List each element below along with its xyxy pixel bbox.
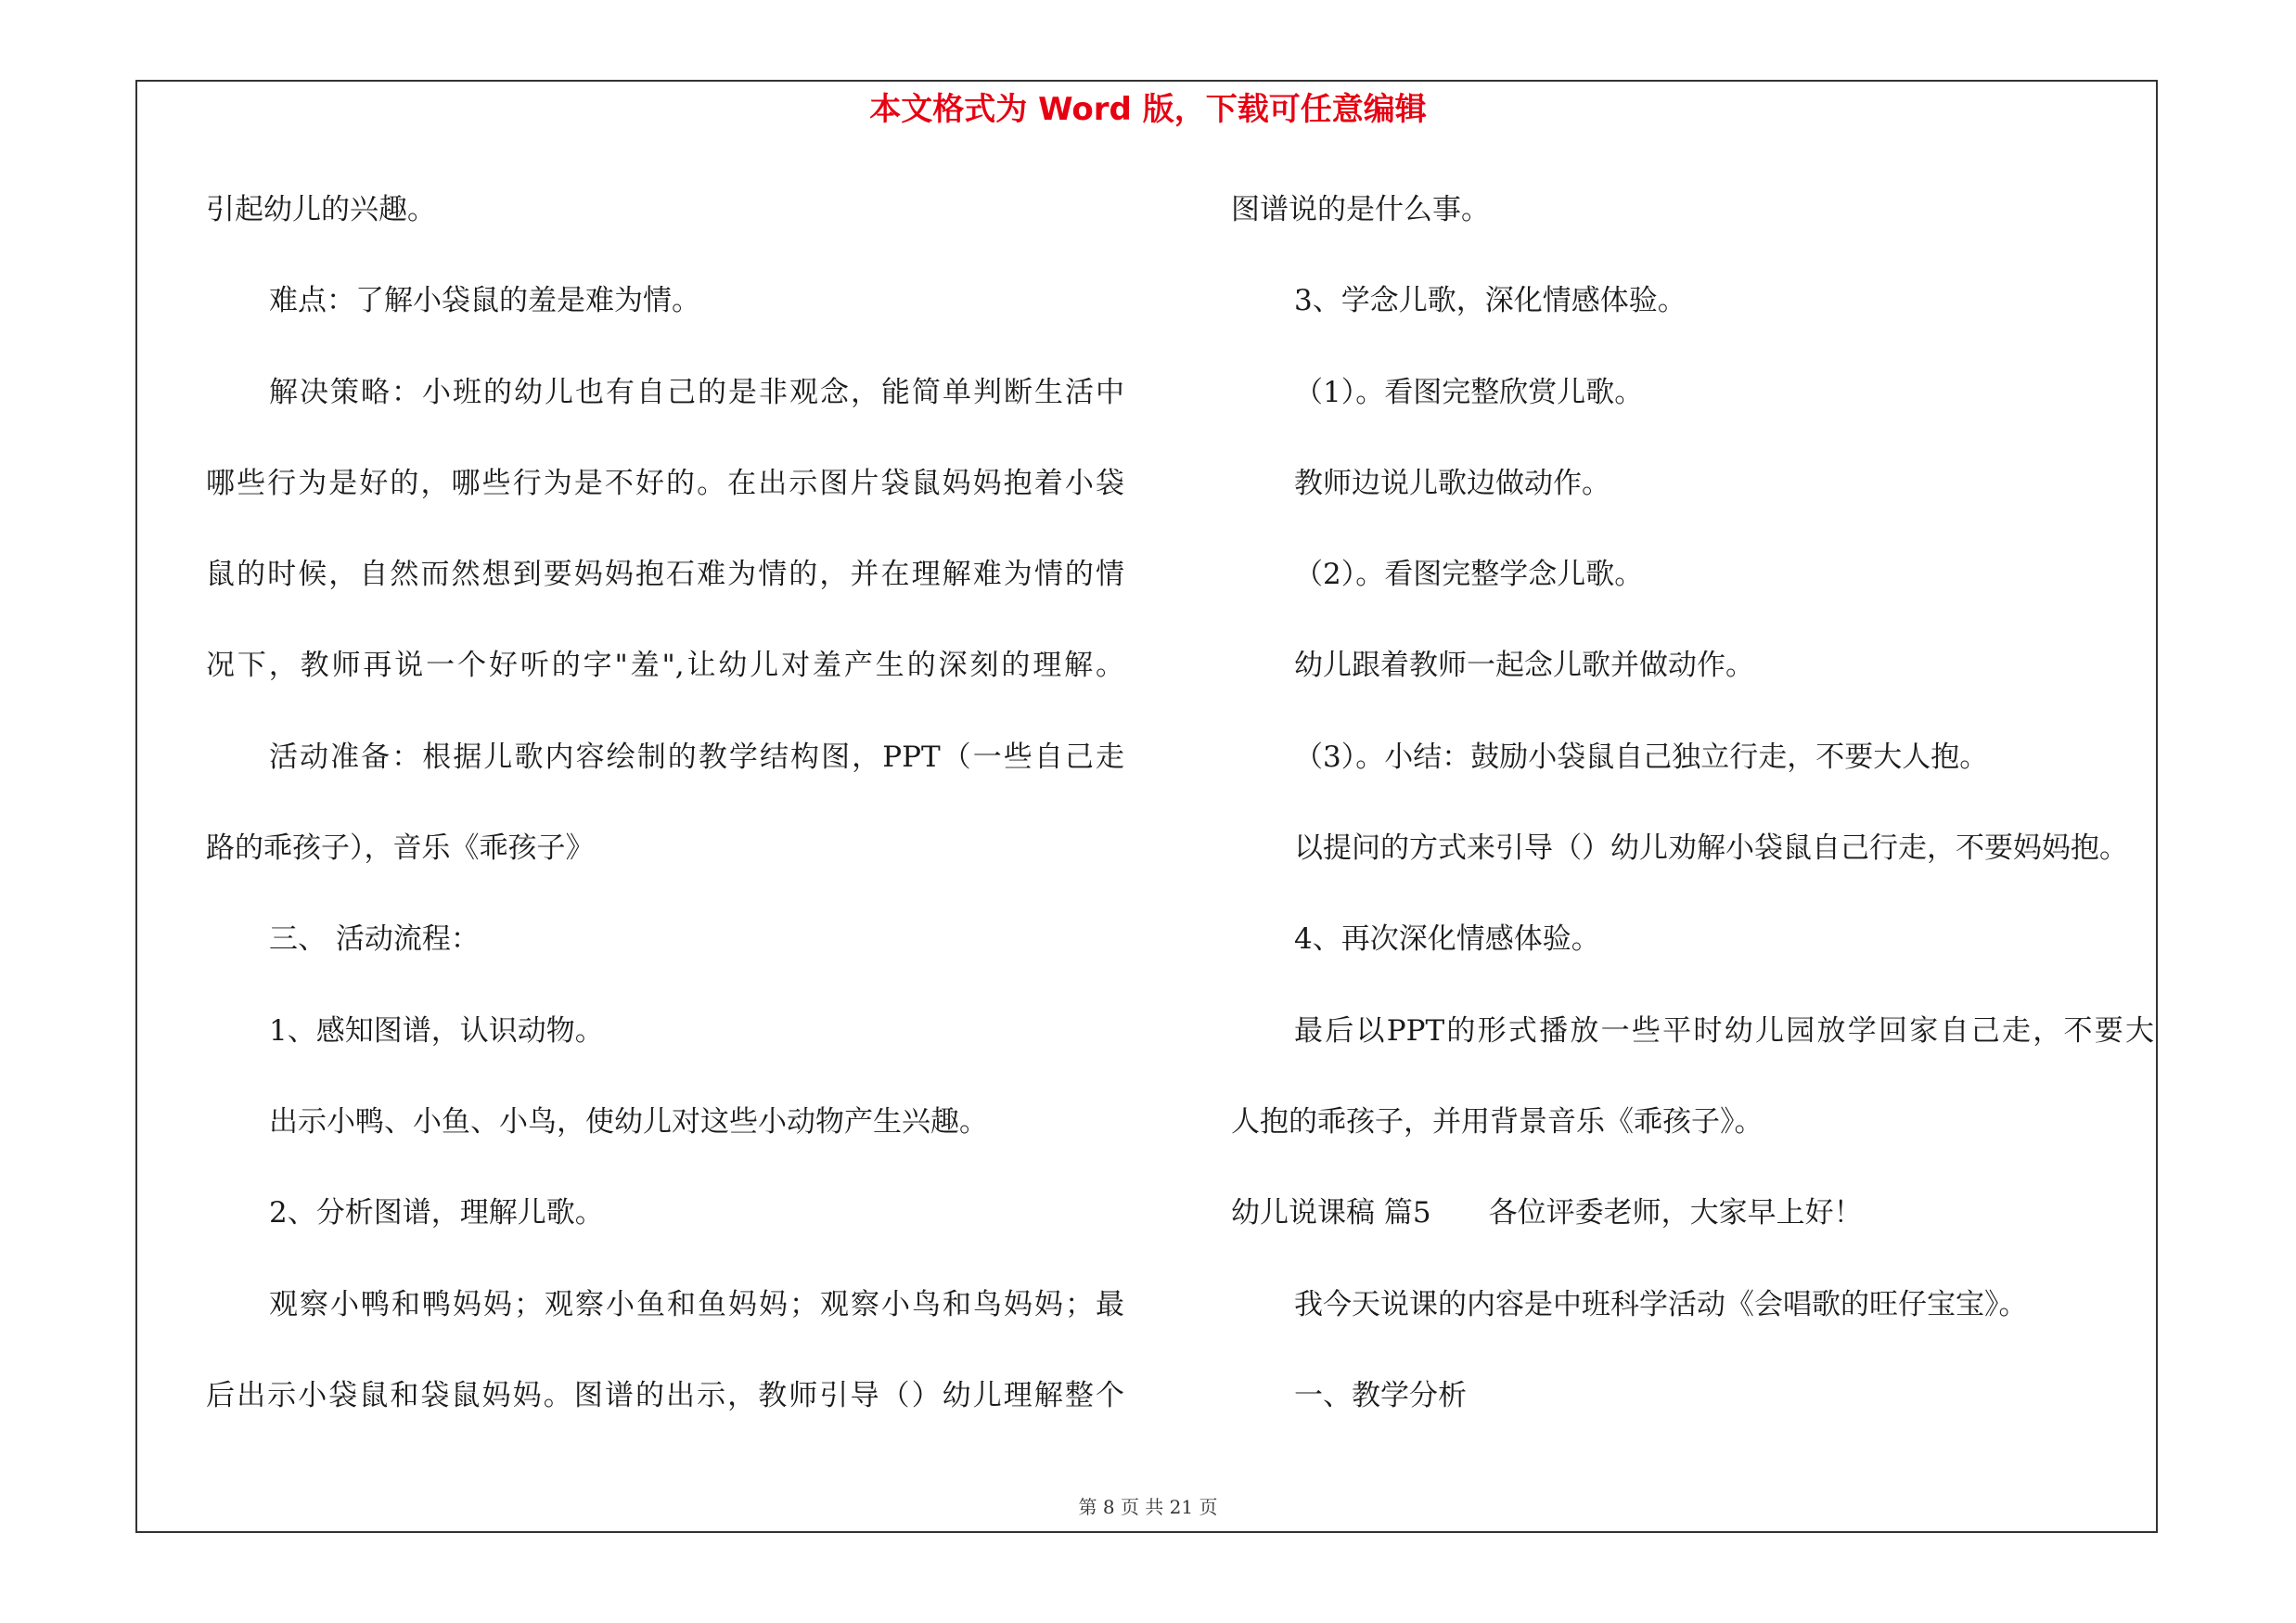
paragraph-line: 解决策略：小班的幼儿也有自己的是非观念，能简单判断生活中 — [269, 375, 1124, 409]
paragraph-line: 幼儿跟着教师一起念儿歌并做动作。 — [1294, 649, 1754, 683]
paragraph-line: （3）。小结：鼓励小袋鼠自己独立行走，不要大人抱。 — [1294, 740, 1989, 774]
paragraph-line: 路的乖孩子），音乐《乖孩子》 — [206, 831, 595, 866]
paragraph-line: 我今天说课的内容是中班科学活动《会唱歌的旺仔宝宝》。 — [1294, 1287, 2028, 1321]
section-heading: 幼儿说课稿 篇5 — [1231, 1196, 1431, 1230]
paragraph-line: （2）。看图完整学念儿歌。 — [1294, 558, 1644, 592]
paragraph-line: 3、学念儿歌，深化情感体验。 — [1294, 284, 1687, 318]
paragraph-line: 人抱的乖孩子，并用背景音乐《乖孩子》。 — [1231, 1104, 1764, 1139]
section-heading: 三、 活动流程： — [269, 922, 480, 957]
paragraph-line: 观察小鸭和鸭妈妈；观察小鱼和鱼妈妈；观察小鸟和鸟妈妈；最 — [269, 1287, 1124, 1321]
page-number: 第 8 页 共 21 页 — [1078, 1496, 1218, 1518]
paragraph-line: 以提问的方式来引导（）幼儿劝解小袋鼠自己行走，不要妈妈抱。 — [1294, 831, 2128, 866]
paragraph-line: 后出示小袋鼠和袋鼠妈妈。图谱的出示，教师引导（）幼儿理解整个 — [206, 1378, 1124, 1412]
paragraph-line: 1、感知图谱，认识动物。 — [269, 1013, 604, 1048]
paragraph-line: 哪些行为是好的，哪些行为是不好的。在出示图片袋鼠妈妈抱着小袋 — [206, 466, 1124, 500]
paragraph-line: 最后以PPT的形式播放一些平时幼儿园放学回家自己走，不要大 — [1294, 1013, 2154, 1048]
greeting-text: 各位评委老师，大家早上好！ — [1488, 1196, 1863, 1230]
left-column — [206, 182, 1124, 1459]
paragraph-line: 难点：了解小袋鼠的羞是难为情。 — [269, 284, 700, 318]
paragraph-line: 出示小鸭、小鱼、小鸟，使幼儿对这些小动物产生兴趣。 — [269, 1104, 988, 1139]
paragraph-line: 2、分析图谱，理解儿歌。 — [269, 1196, 604, 1230]
paragraph-line: 4、再次深化情感体验。 — [1294, 922, 1600, 957]
paragraph-line: 况下，教师再说一个好听的字"羞",让幼儿对羞产生的深刻的理解。 — [206, 649, 1124, 683]
right-column — [1231, 182, 2154, 1459]
paragraph-line: 鼠的时候，自然而然想到要妈妈抱石难为情的，并在理解难为情的情 — [206, 558, 1124, 592]
section-heading-line — [1231, 1185, 2154, 1276]
paragraph-line: 图谱说的是什么事。 — [1231, 193, 1490, 226]
paragraph-line: 教师边说儿歌边做动作。 — [1294, 466, 1610, 500]
word-format-banner: 本文格式为 Word 版，下载可任意编辑 — [869, 91, 1427, 128]
paragraph-line: 活动准备：根据儿歌内容绘制的教学结构图，PPT（一些自己走 — [269, 740, 1124, 774]
section-heading: 一、教学分析 — [1294, 1378, 1467, 1412]
paragraph-line: （1）。看图完整欣赏儿歌。 — [1294, 375, 1644, 409]
paragraph-line: 引起幼儿的兴趣。 — [206, 193, 436, 226]
